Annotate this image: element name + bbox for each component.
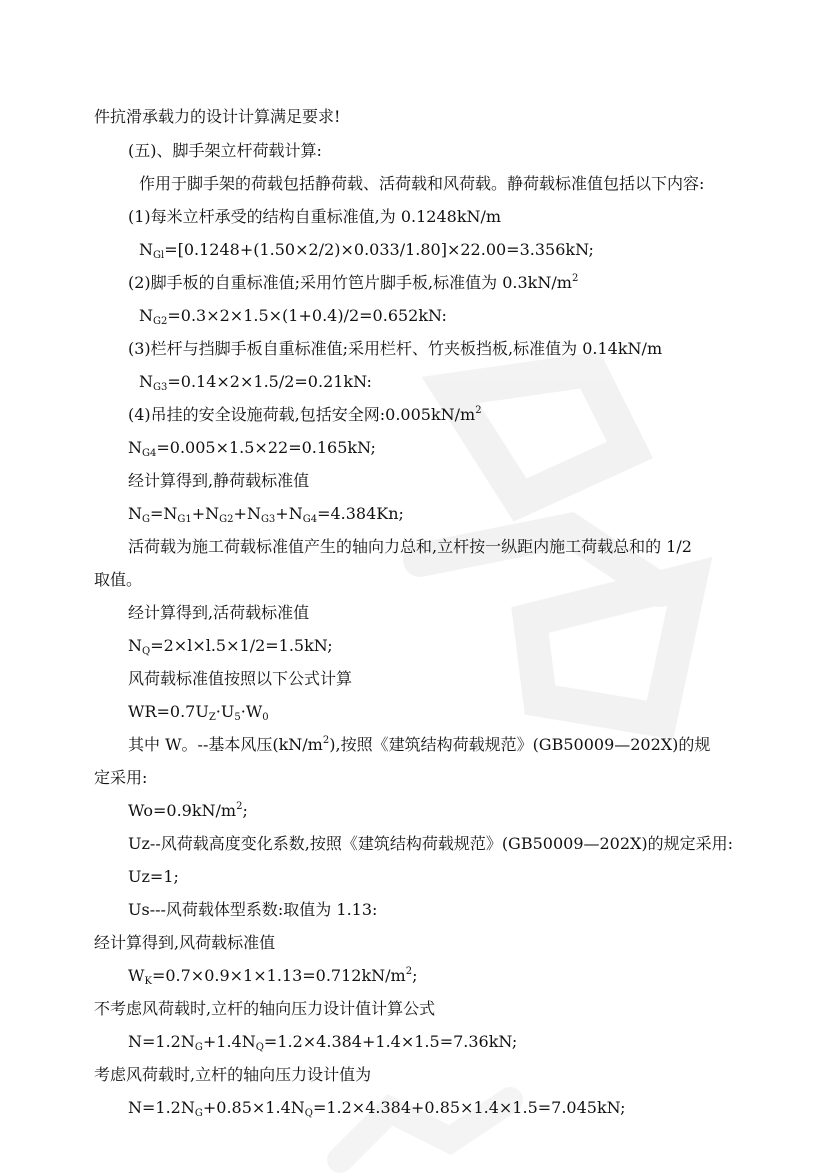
text-line: 经计算得到,活荷载标准值 <box>128 603 310 622</box>
text-line: (3)栏杆与挡脚手板自重标准值;采用栏杆、竹夹板挡板,标准值为 0.14kN/m <box>128 339 663 358</box>
text-line: Us---风荷载体型系数:取值为 1.13: <box>128 900 378 919</box>
text-line: 定采用: <box>94 768 148 787</box>
text-line: 件抗滑承载力的设计计算满足要求! <box>94 107 341 126</box>
text-line: 不考虑风荷载时,立杆的轴向压力设计值计算公式 <box>94 999 436 1018</box>
section-heading: (五)、脚手架立杆荷载计算: <box>128 141 322 160</box>
formula-line: $N=1.2N_G+0.85\times 1.4N_Q=1.2\times 4.384+0.85\times 1.4\times 1.5=7.045kN$; <box>128 1098 626 1119</box>
formula-line: $WR=0.7U_Z\cdot U_5\cdot W_0$ <box>128 702 269 723</box>
text-line: (1)每米立杆承受的结构自重标准值,为 0.1248kN/m <box>128 207 502 226</box>
text-line: Uz--风荷载高度变化系数,按照《建筑结构荷载规范》(GB50009—202X)的规定采用: <box>128 834 734 853</box>
formula-line: $N_{Gl}=[0.1248+(1.50\times 2/2)\times 0.033/1.80]\times 22.00=3.356kN$; <box>139 240 594 261</box>
formula-line: $N_G=N_{G1}+N_{G2}+N_{G3}+N_{G4}=4.384Kn$; <box>128 504 404 525</box>
text-line: 风荷载标准值按照以下公式计算 <box>128 669 353 688</box>
text-line: 活荷载为施工荷载标准值产生的轴向力总和,立杆按一纵距内施工荷载总和的 1/2 <box>128 537 692 556</box>
text-line: 经计算得到,风荷载标准值 <box>94 933 276 952</box>
text-line: 经计算得到,静荷载标准值 <box>128 471 310 490</box>
formula-line: $N_{G2}=0.3\times 2\times 1.5\times(1+0.4)/2=0.652kN$: <box>139 306 447 327</box>
formula-line: $W_K=0.7\times 0.9\times 1\times 1.13=0.712kN/m^2$; <box>128 966 418 987</box>
formula-line: $N_{G4}=0.005\times 1.5\times 22=0.165kN$; <box>128 438 376 459</box>
text-line: (4)吊挂的安全设施荷载,包括安全网$:0.005kN/m^2$ <box>128 405 482 424</box>
formula-line: Uz=1; <box>128 867 179 886</box>
formula-line: $N_{G3}=0.14\times 2\times 1.5/2=0.21kN$: <box>139 372 372 393</box>
formula-line: $N_Q=2\times l\times l.5\times 1/2=1.5kN$; <box>128 636 333 657</box>
formula-line: $N=1.2N_G+1.4N_Q=1.2\times 4.384+1.4\times 1.5=7.36kN$; <box>128 1032 518 1053</box>
text-line: 取值。 <box>94 570 143 589</box>
watermark-graphic-bottom <box>300 1080 560 1174</box>
text-line: 考虑风荷载时,立杆的轴向压力设计值为 <box>94 1065 372 1084</box>
formula-line: $Wo=0.9kN/m^2$; <box>128 801 248 820</box>
text-line: (2)脚手板的自重标准值;采用竹笆片脚手板,标准值为 $0.3kN/m^2$ <box>128 273 579 292</box>
text-line: 作用于脚手架的荷载包括静荷载、活荷载和风荷载。静荷载标准值包括以下内容: <box>139 174 705 193</box>
text-line: 其中 W。--基本风压$(kN/m^2)$,按照《建筑结构荷载规范》(GB50009—202X)的规 <box>128 735 711 754</box>
